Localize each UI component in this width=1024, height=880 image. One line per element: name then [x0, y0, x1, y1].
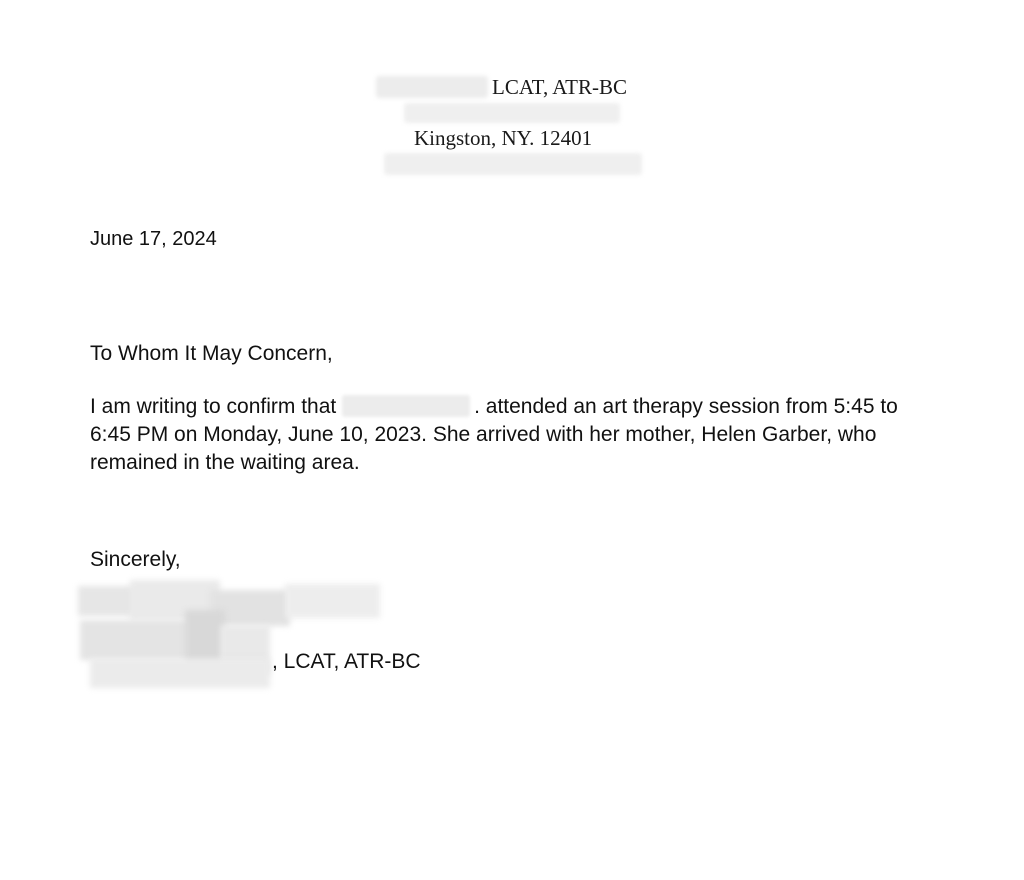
letterhead-credentials: LCAT, ATR-BC	[492, 75, 627, 99]
signature-credentials: , LCAT, ATR-BC	[272, 650, 421, 673]
redacted-client-name	[342, 395, 470, 417]
redacted-signature	[70, 580, 390, 695]
redacted-street-address	[404, 103, 620, 123]
body-text-part2: . attended an art therapy session from 5:45 to 6:45 PM on Monday, June 10, 2023. She arrived with her mother, Helen Garber, who remained in the waiting area.	[90, 395, 898, 474]
redacted-name	[376, 76, 488, 98]
letter-date: June 17, 2024	[90, 228, 217, 250]
body-text-part1: I am writing to confirm that	[90, 395, 337, 418]
body-paragraph	[90, 393, 930, 477]
closing: Sincerely,	[90, 548, 181, 571]
letterhead-city-line: Kingston, NY. 12401	[414, 126, 593, 150]
redacted-contact-line	[384, 153, 642, 175]
salutation: To Whom It May Concern,	[90, 342, 333, 365]
